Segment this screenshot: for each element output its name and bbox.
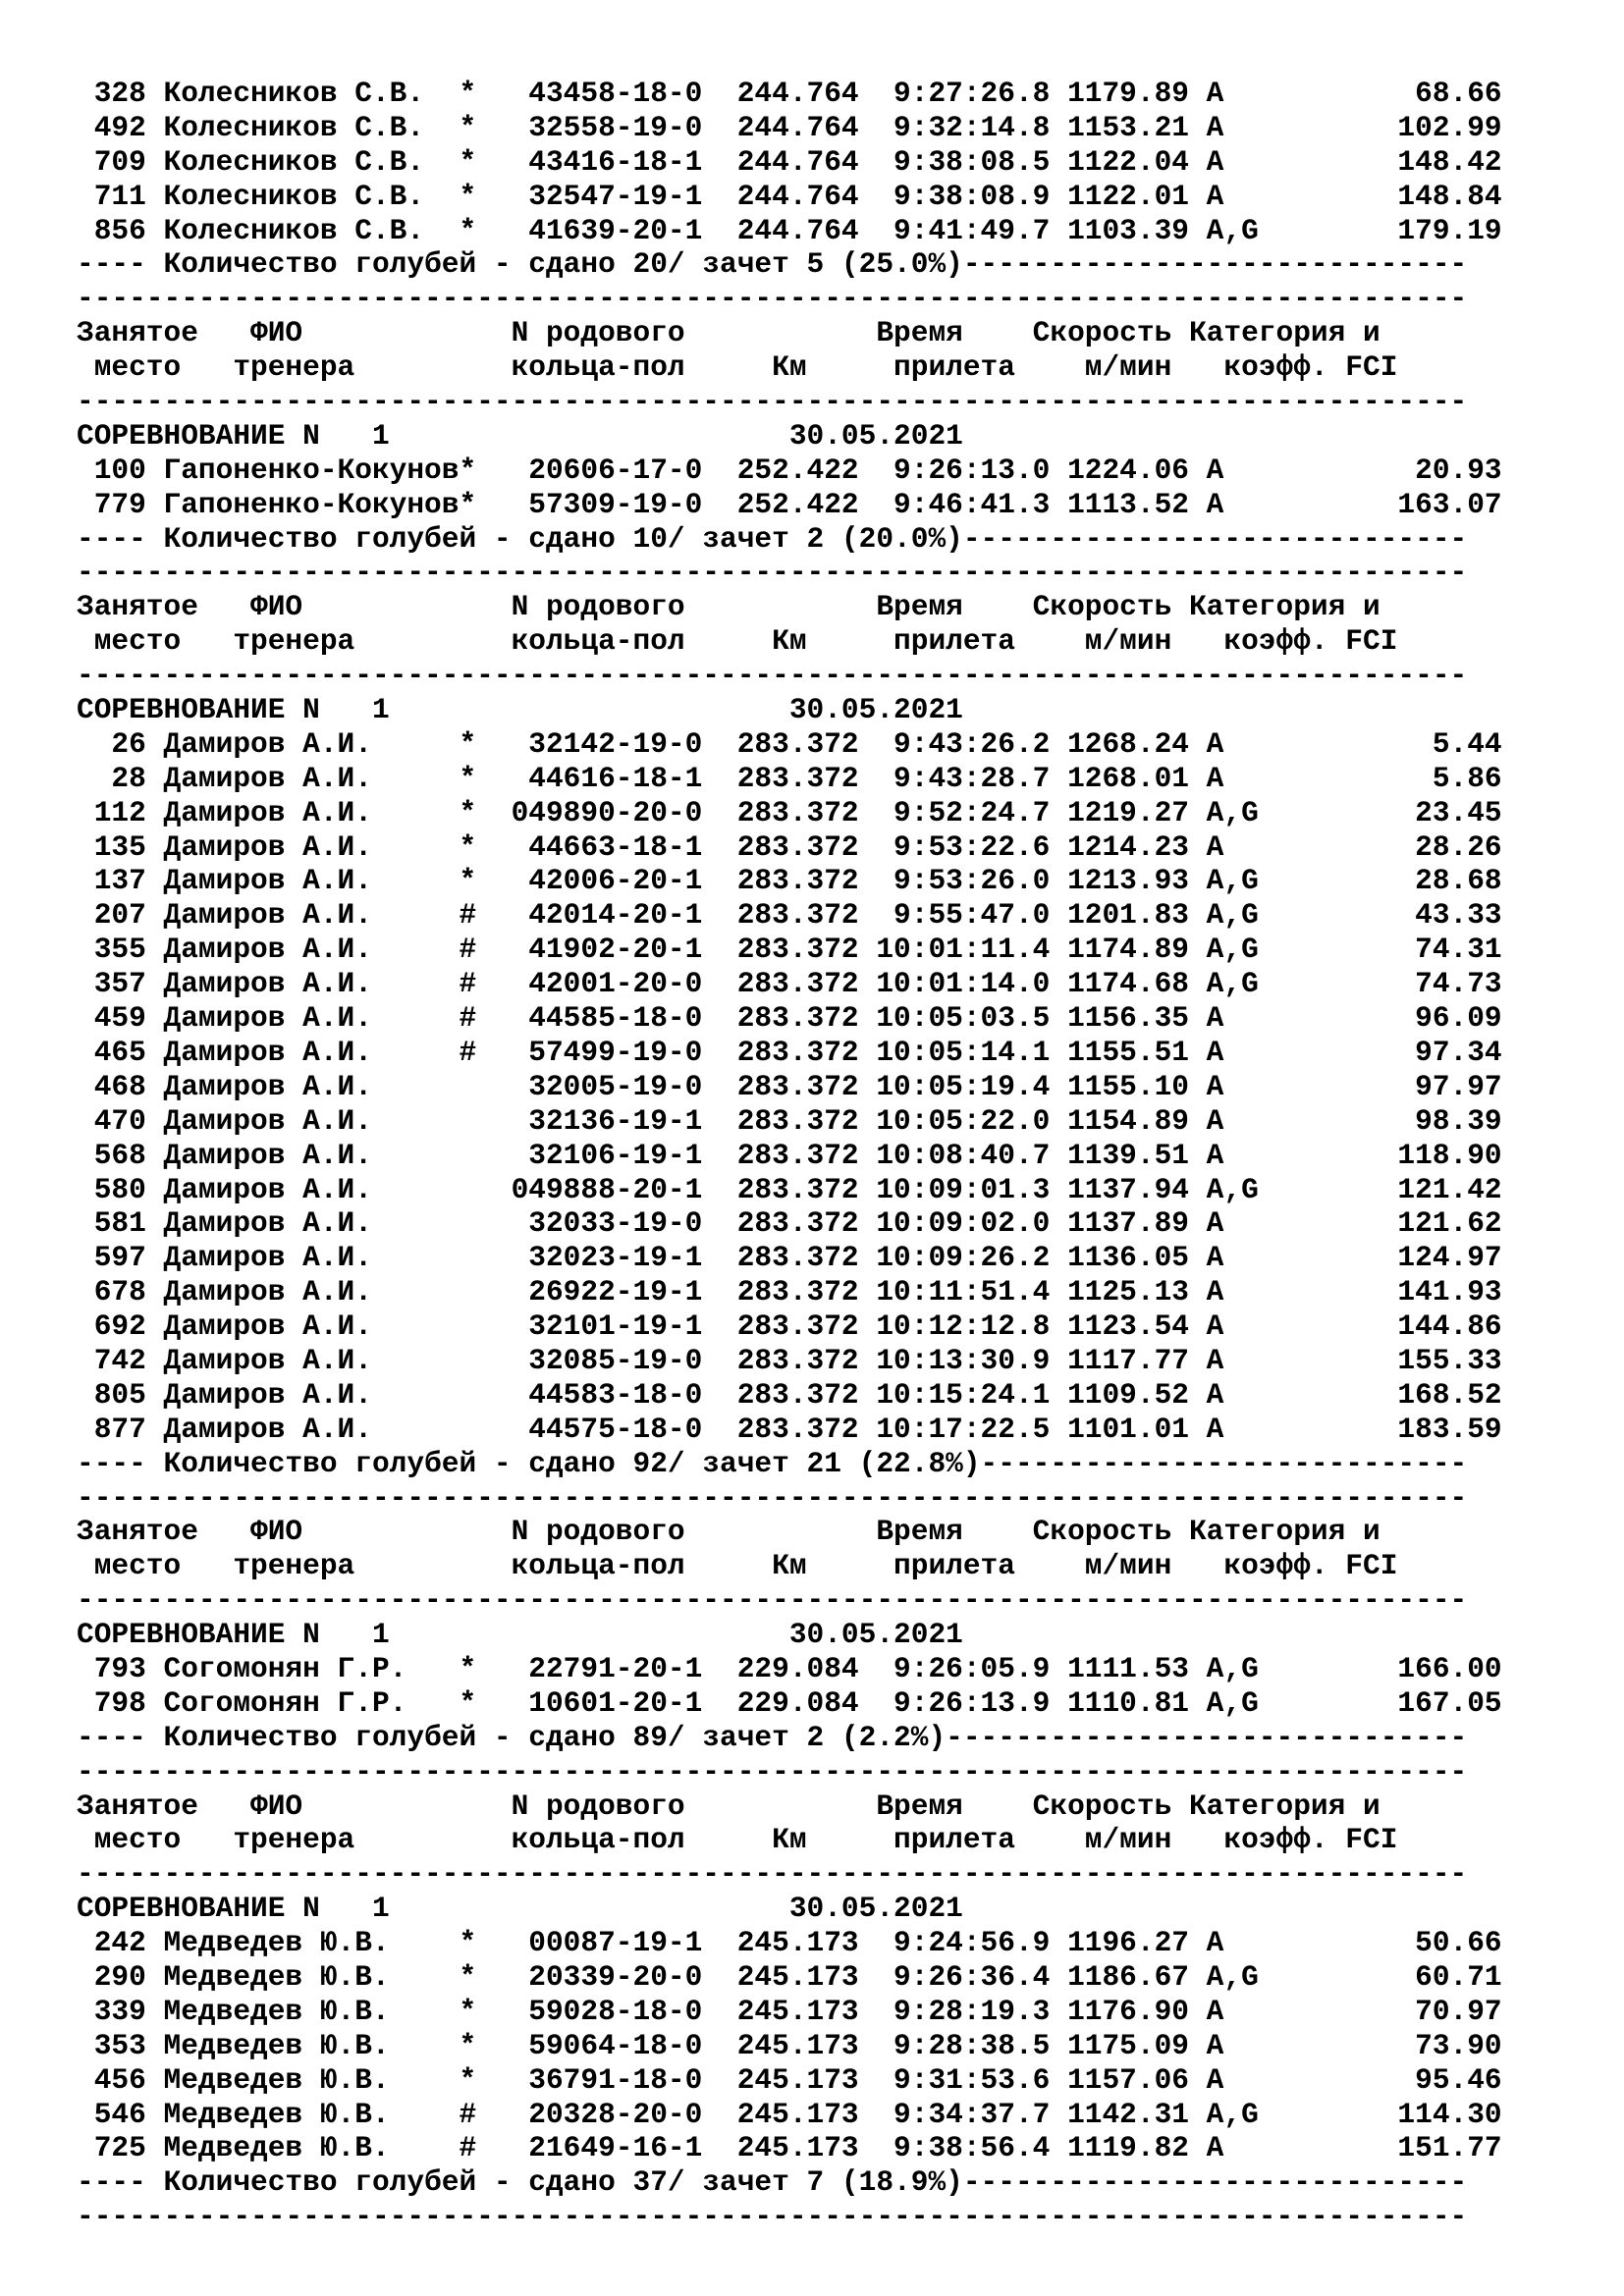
- summary-line: ---- Количество голубей - сдано 10/ зачет 2 (20.0%)-----------------------------: [77, 521, 1468, 556]
- result-row: 137 Дамиров А.И. * 42006-20-1 283.372 9:53:26.0 1213.93 A,G 28.68: [77, 864, 1502, 898]
- result-row: 711 Колесников С.В. * 32547-19-1 244.764 9:38:08.9 1122.01 A 148.84: [77, 179, 1502, 213]
- result-row: 725 Медведев Ю.В. # 21649-16-1 245.173 9:38:56.4 1119.82 A 151.77: [77, 2131, 1502, 2165]
- divider-rule: --------------------------------------------------------------------------------: [77, 282, 1468, 316]
- result-row: 546 Медведев Ю.В. # 20328-20-0 245.173 9:34:37.7 1142.31 A,G 114.30: [77, 2097, 1502, 2131]
- result-row: 290 Медведев Ю.В. * 20339-20-0 245.173 9:26:36.4 1186.67 A,G 60.71: [77, 1959, 1502, 1994]
- competition-line: СОРЕВНОВАНИЕ N 1 30.05.2021: [77, 693, 963, 727]
- result-row: 805 Дамиров А.И. 44583-18-0 283.372 10:15:24.1 1109.52 A 168.52: [77, 1377, 1502, 1412]
- result-row: 798 Согомонян Г.Р. * 10601-20-1 229.084 9:26:13.9 1110.81 A,G 167.05: [77, 1685, 1502, 1720]
- result-row: 112 Дамиров А.И. * 049890-20-0 283.372 9:52:24.7 1219.27 A,G 23.45: [77, 795, 1502, 829]
- column-header-line: Занятое ФИО N родового Время Скорость Категория и: [77, 316, 1380, 350]
- summary-line: ---- Количество голубей - сдано 89/ зачет 2 (2.2%)------------------------------: [77, 1720, 1468, 1754]
- summary-line: ---- Количество голубей - сдано 37/ зачет 7 (18.9%)-----------------------------: [77, 2165, 1468, 2200]
- result-row: 328 Колесников С.В. * 43458-18-0 244.764 9:27:26.8 1179.89 A 68.66: [77, 77, 1502, 110]
- result-row: 339 Медведев Ю.В. * 59028-18-0 245.173 9:28:19.3 1176.90 A 70.97: [77, 1994, 1502, 2028]
- competition-line: СОРЕВНОВАНИЕ N 1 30.05.2021: [77, 1618, 963, 1652]
- result-row: 468 Дамиров А.И. 32005-19-0 283.372 10:05:19.4 1155.10 A 97.97: [77, 1069, 1502, 1103]
- result-row: 678 Дамиров А.И. 26922-19-1 283.372 10:11:51.4 1125.13 A 141.93: [77, 1275, 1502, 1309]
- result-row: 692 Дамиров А.И. 32101-19-1 283.372 10:12:12.8 1123.54 A 144.86: [77, 1309, 1502, 1344]
- competition-line: СОРЕВНОВАНИЕ N 1 30.05.2021: [77, 1892, 963, 1926]
- divider-rule: --------------------------------------------------------------------------------: [77, 385, 1468, 419]
- column-header-line: место тренера кольца-пол Км прилета м/мин коэфф. FCI: [77, 1823, 1398, 1857]
- result-row: 26 Дамиров А.И. * 32142-19-0 283.372 9:43:26.2 1268.24 A 5.44: [77, 726, 1502, 761]
- result-row: 465 Дамиров А.И. # 57499-19-0 283.372 10:05:14.1 1155.51 A 97.34: [77, 1035, 1502, 1069]
- result-row: 353 Медведев Ю.В. * 59064-18-0 245.173 9:28:38.5 1175.09 A 73.90: [77, 2028, 1502, 2062]
- competition-line: СОРЕВНОВАНИЕ N 1 30.05.2021: [77, 418, 963, 453]
- summary-line: ---- Количество голубей - сдано 20/ зачет 5 (25.0%)-----------------------------: [77, 247, 1468, 282]
- result-row: 456 Медведев Ю.В. * 36791-18-0 245.173 9:31:53.6 1157.06 A 95.46: [77, 2062, 1502, 2097]
- result-row: 568 Дамиров А.И. 32106-19-1 283.372 10:08:40.7 1139.51 A 118.90: [77, 1138, 1502, 1172]
- divider-rule: --------------------------------------------------------------------------------: [77, 1857, 1468, 1892]
- result-row: 207 Дамиров А.И. # 42014-20-1 283.372 9:55:47.0 1201.83 A,G 43.33: [77, 898, 1502, 933]
- results-sheet: [77, 77, 1502, 2234]
- column-header-line: место тренера кольца-пол Км прилета м/мин коэфф. FCI: [77, 350, 1398, 385]
- column-header-line: Занятое ФИО N родового Время Скорость Категория и: [77, 1789, 1380, 1823]
- column-header-line: место тренера кольца-пол Км прилета м/мин коэфф. FCI: [77, 1549, 1398, 1583]
- result-row: 357 Дамиров А.И. # 42001-20-0 283.372 10:01:14.0 1174.68 A,G 74.73: [77, 967, 1502, 1001]
- result-row: 779 Гапоненко-Кокунов* 57309-19-0 252.422 9:46:41.3 1113.52 A 163.07: [77, 487, 1502, 521]
- result-row: 581 Дамиров А.И. 32033-19-0 283.372 10:09:02.0 1137.89 A 121.62: [77, 1206, 1502, 1241]
- result-row: 856 Колесников С.В. * 41639-20-1 244.764 9:41:49.7 1103.39 A,G 179.19: [77, 213, 1502, 247]
- column-header-line: Занятое ФИО N родового Время Скорость Категория и: [77, 1515, 1380, 1549]
- divider-rule: --------------------------------------------------------------------------------: [77, 659, 1468, 693]
- divider-rule: --------------------------------------------------------------------------------: [77, 1583, 1468, 1618]
- result-row: 470 Дамиров А.И. 32136-19-1 283.372 10:05:22.0 1154.89 A 98.39: [77, 1103, 1502, 1138]
- result-row: 242 Медведев Ю.В. * 00087-19-1 245.173 9:24:56.9 1196.27 A 50.66: [77, 1926, 1502, 1960]
- result-row: 100 Гапоненко-Кокунов* 20606-17-0 252.422 9:26:13.0 1224.06 A 20.93: [77, 453, 1502, 487]
- column-header-line: место тренера кольца-пол Км прилета м/мин коэфф. FCI: [77, 624, 1398, 659]
- result-row: 793 Согомонян Г.Р. * 22791-20-1 229.084 9:26:05.9 1111.53 A,G 166.00: [77, 1651, 1502, 1685]
- result-row: 492 Колесников С.В. * 32558-19-0 244.764 9:32:14.8 1153.21 A 102.99: [77, 110, 1502, 144]
- column-header-line: Занятое ФИО N родового Время Скорость Категория и: [77, 590, 1380, 624]
- summary-line: ---- Количество голубей - сдано 92/ зачет 21 (22.8%)----------------------------: [77, 1446, 1468, 1480]
- result-row: 28 Дамиров А.И. * 44616-18-1 283.372 9:43:28.7 1268.01 A 5.86: [77, 761, 1502, 795]
- divider-rule: --------------------------------------------------------------------------------: [77, 1754, 1468, 1789]
- result-row: 877 Дамиров А.И. 44575-18-0 283.372 10:17:22.5 1101.01 A 183.59: [77, 1412, 1502, 1446]
- result-row: 580 Дамиров А.И. 049888-20-1 283.372 10:09:01.3 1137.94 A,G 121.42: [77, 1172, 1502, 1206]
- result-row: 459 Дамиров А.И. # 44585-18-0 283.372 10:05:03.5 1156.35 A 96.09: [77, 1001, 1502, 1036]
- result-row: 355 Дамиров А.И. # 41902-20-1 283.372 10:01:11.4 1174.89 A,G 74.31: [77, 933, 1502, 967]
- divider-rule: --------------------------------------------------------------------------------: [77, 556, 1468, 590]
- result-row: 709 Колесников С.В. * 43416-18-1 244.764 9:38:08.5 1122.04 A 148.42: [77, 144, 1502, 179]
- result-row: 597 Дамиров А.И. 32023-19-1 283.372 10:09:26.2 1136.05 A 124.97: [77, 1241, 1502, 1275]
- result-row: 742 Дамиров А.И. 32085-19-0 283.372 10:13:30.9 1117.77 A 155.33: [77, 1343, 1502, 1377]
- result-row: 135 Дамиров А.И. * 44663-18-1 283.372 9:53:22.6 1214.23 A 28.26: [77, 829, 1502, 864]
- divider-rule: --------------------------------------------------------------------------------: [77, 2200, 1468, 2234]
- divider-rule: --------------------------------------------------------------------------------: [77, 1480, 1468, 1515]
